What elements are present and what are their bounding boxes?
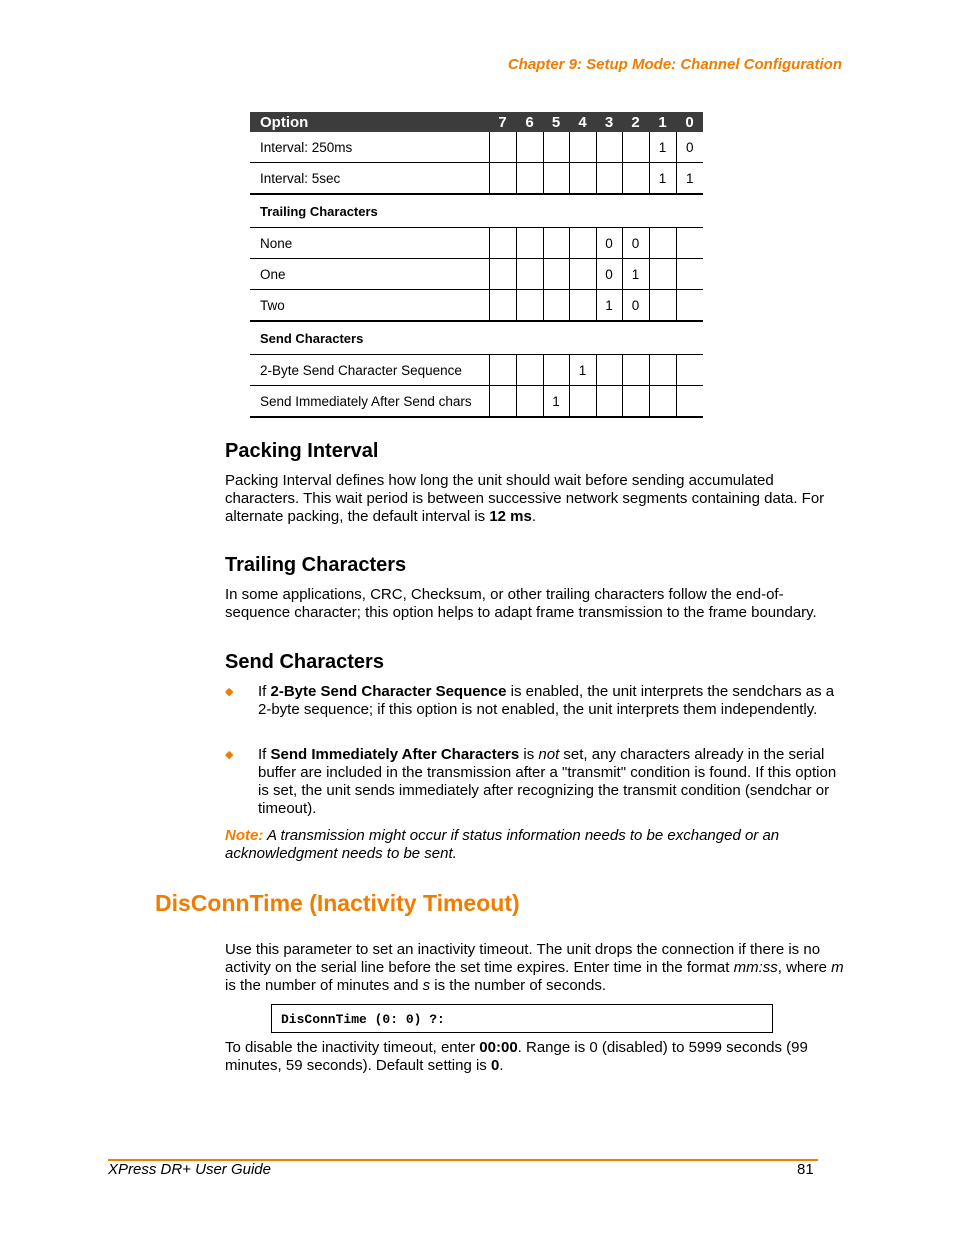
bit-cell [489,355,516,386]
bit-cell [489,132,516,163]
bit-cell: 0 [622,290,649,322]
bit-cell [516,163,543,195]
table-section-row [250,321,703,355]
table-row [250,355,703,386]
bit-cell [569,132,596,163]
bit-cell [543,228,569,259]
bit-cell [516,355,543,386]
bit-cell: 1 [543,386,569,418]
bit-cell [516,132,543,163]
options-table [250,112,703,418]
bit-cell [676,290,703,322]
bit-cell: 1 [569,355,596,386]
bit-cell [543,163,569,195]
section-label: Send Characters [250,321,703,355]
column-header-bit: 0 [676,112,703,132]
bit-cell: 0 [676,132,703,163]
table-row [250,163,703,195]
disconntime-text: Use this parameter to set an inactivity timeout. The unit drops the connection if there is no activity on the serial line before the set time expires. Enter time in the format mm:ss, where m is the number of minutes and s is the number of seconds. [225,941,844,994]
column-header-bit: 4 [569,112,596,132]
column-header-bit: 6 [516,112,543,132]
bit-cell [543,259,569,290]
option-label: Interval: 5sec [250,163,489,195]
table-row [250,290,703,322]
bit-cell: 1 [649,163,676,195]
option-label: Send Immediately After Send chars [250,386,489,418]
column-header-bit: 5 [543,112,569,132]
section-label: Trailing Characters [250,194,703,228]
bit-cell [516,259,543,290]
option-label: One [250,259,489,290]
bit-cell [649,290,676,322]
column-header-bit: 1 [649,112,676,132]
bit-cell [622,386,649,418]
diamond-bullet-icon: ◆ [225,749,234,761]
bullet-item: ◆ If Send Immediately After Characters is not set, any characters already in the serial buffer are included in the transmission after a "transmit" condition is found. If this option is set, the unit sends immediately after recognizing the transmit condition (sendchar or timeout). [225,746,837,817]
bit-cell [569,228,596,259]
bit-cell [543,132,569,163]
bit-cell [676,386,703,418]
bit-cell: 0 [622,228,649,259]
table-row [250,259,703,290]
note: Note: A transmission might occur if status information needs to be exchanged or an acknowledgment needs to be sent. [225,827,780,862]
bullet-item: ◆ If 2-Byte Send Character Sequence is enabled, the unit interprets the sendchars as a 2-byte sequence; if this option is not enabled, the unit interprets them independently. [225,683,835,718]
column-header-option: Option [250,112,489,132]
bit-cell: 1 [649,132,676,163]
option-label: None [250,228,489,259]
bit-cell [569,163,596,195]
bit-cell [516,290,543,322]
bit-cell [622,355,649,386]
bit-cell [489,163,516,195]
trailing-characters-text: In some applications, CRC, Checksum, or other trailing characters follow the end-of-sequence character; this option helps to adapt frame transmission to the frame boundary. [225,586,817,621]
bit-cell [676,355,703,386]
table-row [250,228,703,259]
bit-cell: 1 [676,163,703,195]
bit-cell [676,228,703,259]
footer-title: XPress DR+ User Guide [108,1161,271,1178]
bit-cell [489,228,516,259]
column-header-bit: 2 [622,112,649,132]
bit-cell [649,355,676,386]
bit-cell [649,386,676,418]
bit-cell [569,290,596,322]
trailing-characters-heading: Trailing Characters [225,554,407,576]
option-label: Interval: 250ms [250,132,489,163]
bit-cell: 1 [622,259,649,290]
page-number: 81 [797,1161,814,1178]
bit-cell [569,386,596,418]
bit-cell [489,259,516,290]
diamond-bullet-icon: ◆ [225,686,234,698]
code-example: DisConnTime (0: 0) ?: [271,1004,773,1033]
send-characters-heading: Send Characters [225,651,384,673]
bit-cell [676,259,703,290]
option-label: Two [250,290,489,322]
disconntime-default-text: To disable the inactivity timeout, enter 00:00. Range is 0 (disabled) to 5999 seconds (99 minutes, 59 seconds). Default setting is 0. [225,1039,808,1074]
bit-cell [516,386,543,418]
bit-cell [596,132,622,163]
table-section-row [250,194,703,228]
bit-cell [543,355,569,386]
disconntime-heading: DisConnTime (Inactivity Timeout) [155,890,520,916]
bit-cell: 0 [596,259,622,290]
bit-cell [596,386,622,418]
packing-interval-heading: Packing Interval [225,440,379,462]
table-row [250,386,703,418]
bit-cell [543,290,569,322]
chapter-header: Chapter 9: Setup Mode: Channel Configuration [507,56,842,73]
column-header-bit: 3 [596,112,622,132]
bit-cell [622,132,649,163]
bit-cell [489,386,516,418]
bit-cell [649,259,676,290]
bit-cell [622,163,649,195]
bit-cell: 1 [596,290,622,322]
packing-interval-text: Packing Interval defines how long the unit should wait before sending accumulated characters. This wait period is between successive network segments containing data. For alternate packing, the default interval is 12 ms. [225,472,825,525]
option-label: 2-Byte Send Character Sequence [250,355,489,386]
table-row [250,132,703,163]
bit-cell [596,355,622,386]
bit-cell [516,228,543,259]
table-header-row [250,112,703,132]
bit-cell [569,259,596,290]
bit-cell [649,228,676,259]
column-header-bit: 7 [489,112,516,132]
bit-cell [596,163,622,195]
bit-cell [489,290,516,322]
bit-cell: 0 [596,228,622,259]
